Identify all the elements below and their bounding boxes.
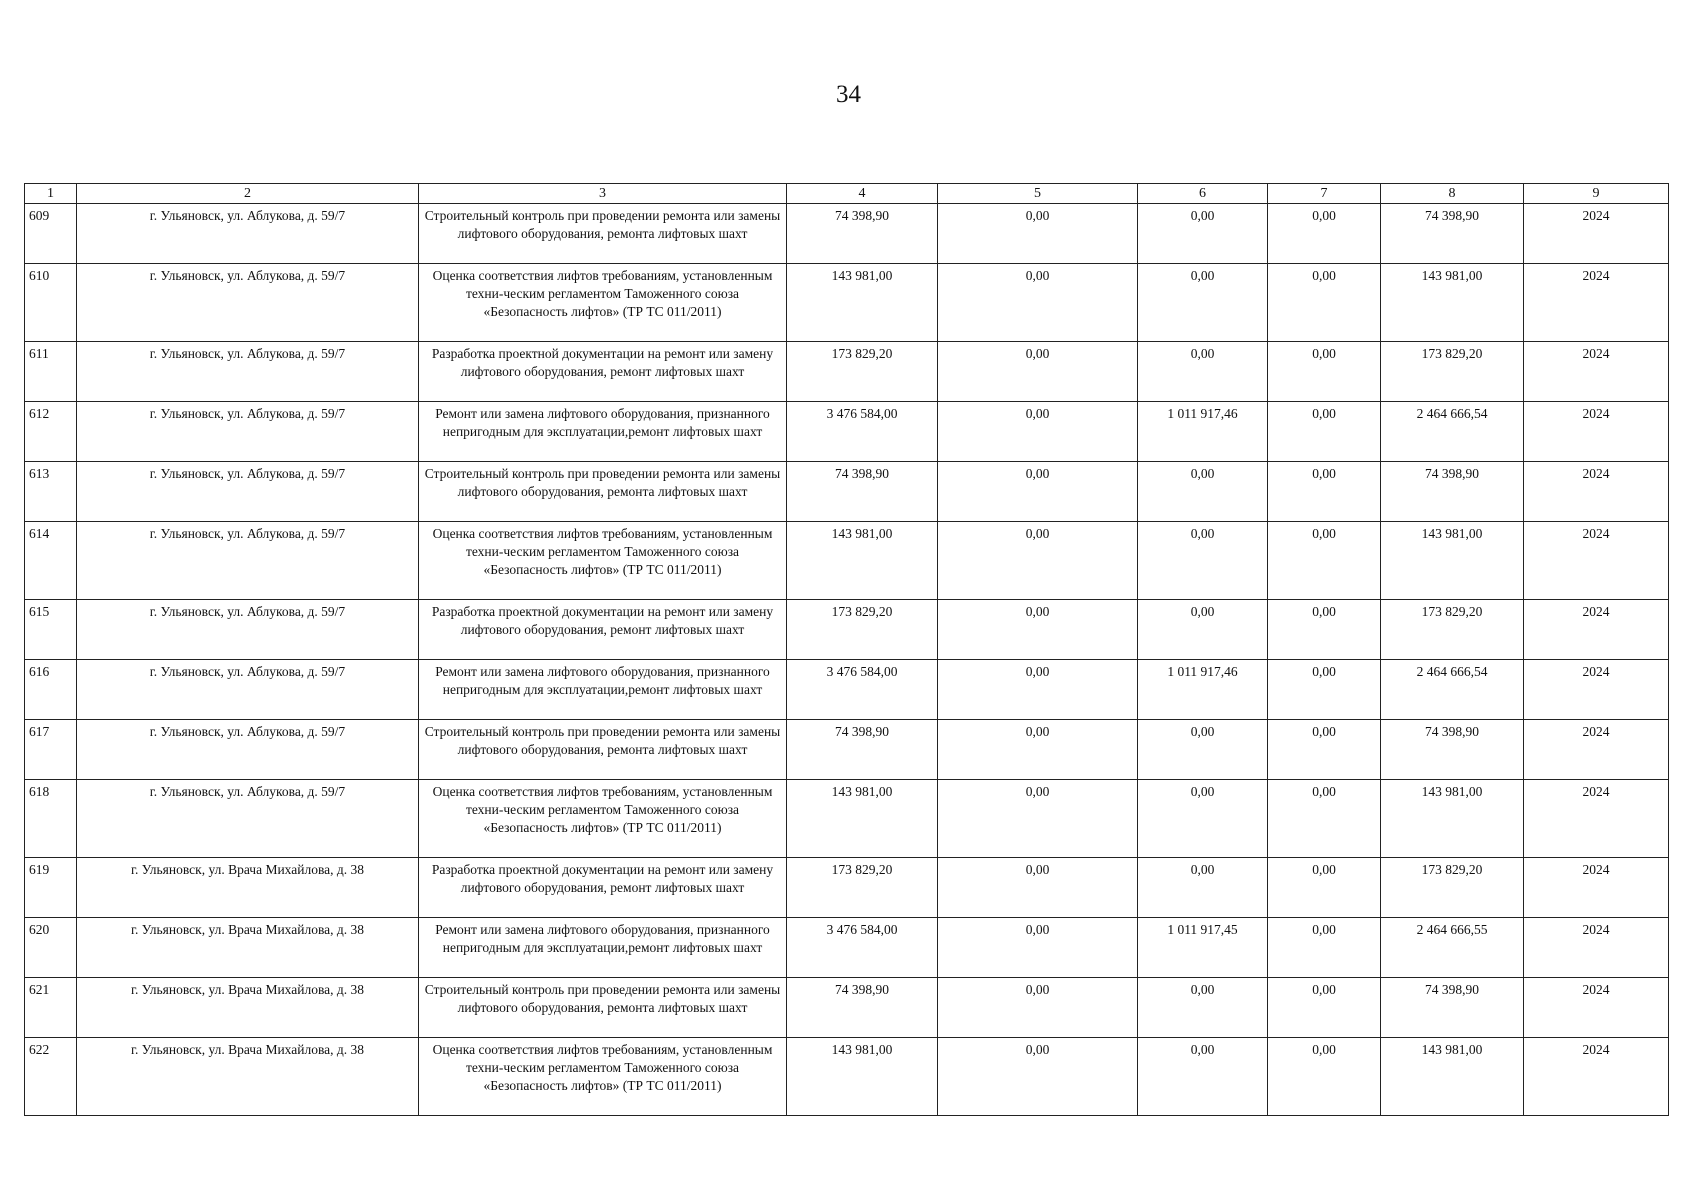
year-cell: 2024 (1524, 918, 1669, 978)
col6-cell: 0,00 (1138, 342, 1268, 402)
col5-cell: 0,00 (938, 264, 1138, 342)
col5-cell: 0,00 (938, 918, 1138, 978)
col7-cell: 0,00 (1268, 918, 1381, 978)
col8-cell: 173 829,20 (1381, 342, 1524, 402)
total-cost-cell: 74 398,90 (787, 462, 938, 522)
address-cell: г. Ульяновск, ул. Аблукова, д. 59/7 (77, 402, 419, 462)
table-row (25, 600, 1669, 660)
col5-cell: 0,00 (938, 462, 1138, 522)
year-cell: 2024 (1524, 660, 1669, 720)
page-number: 34 (836, 81, 861, 108)
year-cell: 2024 (1524, 402, 1669, 462)
work-description-cell: Оценка соответствия лифтов требованиям, установленным техни-ческим регламентом Таможенного союза «Безопасность лифтов» (ТР ТС 011/2011) (419, 264, 787, 342)
table-row (25, 204, 1669, 264)
work-description-cell: Строительный контроль при проведении ремонта или замены лифтового оборудования, ремонта лифтовых шахт (419, 720, 787, 780)
col5-cell: 0,00 (938, 720, 1138, 780)
row-number: 609 (25, 204, 77, 264)
col5-cell: 0,00 (938, 402, 1138, 462)
year-cell: 2024 (1524, 462, 1669, 522)
work-description-cell: Разработка проектной документации на ремонт или замену лифтового оборудования, ремонт лифтовых шахт (419, 858, 787, 918)
work-description-cell: Оценка соответствия лифтов требованиям, установленным техни-ческим регламентом Таможенного союза «Безопасность лифтов» (ТР ТС 011/2011) (419, 780, 787, 858)
col7-cell: 0,00 (1268, 522, 1381, 600)
work-description-cell: Строительный контроль при проведении ремонта или замены лифтового оборудования, ремонта лифтовых шахт (419, 978, 787, 1038)
col6-cell: 0,00 (1138, 264, 1268, 342)
col6-cell: 0,00 (1138, 858, 1268, 918)
year-cell: 2024 (1524, 204, 1669, 264)
total-cost-cell: 74 398,90 (787, 204, 938, 264)
col6-cell: 0,00 (1138, 978, 1268, 1038)
address-cell: г. Ульяновск, ул. Аблукова, д. 59/7 (77, 600, 419, 660)
address-cell: г. Ульяновск, ул. Аблукова, д. 59/7 (77, 660, 419, 720)
col8-cell: 143 981,00 (1381, 522, 1524, 600)
col7-cell: 0,00 (1268, 660, 1381, 720)
year-cell: 2024 (1524, 600, 1669, 660)
work-description-cell: Строительный контроль при проведении ремонта или замены лифтового оборудования, ремонта лифтовых шахт (419, 204, 787, 264)
address-cell: г. Ульяновск, ул. Аблукова, д. 59/7 (77, 264, 419, 342)
col8-cell: 143 981,00 (1381, 780, 1524, 858)
column-header: 9 (1524, 184, 1669, 204)
work-description-cell: Ремонт или замена лифтового оборудования, признанного непригодным для эксплуатации,ремонт лифтовых шахт (419, 918, 787, 978)
year-cell: 2024 (1524, 720, 1669, 780)
table-row (25, 918, 1669, 978)
row-number: 610 (25, 264, 77, 342)
col7-cell: 0,00 (1268, 462, 1381, 522)
year-cell: 2024 (1524, 858, 1669, 918)
col7-cell: 0,00 (1268, 1038, 1381, 1116)
col7-cell: 0,00 (1268, 780, 1381, 858)
col6-cell: 1 011 917,46 (1138, 402, 1268, 462)
year-cell: 2024 (1524, 522, 1669, 600)
address-cell: г. Ульяновск, ул. Врача Михайлова, д. 38 (77, 858, 419, 918)
row-number: 619 (25, 858, 77, 918)
col8-cell: 74 398,90 (1381, 204, 1524, 264)
work-description-cell: Ремонт или замена лифтового оборудования, признанного непригодным для эксплуатации,ремонт лифтовых шахт (419, 660, 787, 720)
col8-cell: 74 398,90 (1381, 462, 1524, 522)
col6-cell: 0,00 (1138, 522, 1268, 600)
table-row (25, 978, 1669, 1038)
total-cost-cell: 173 829,20 (787, 858, 938, 918)
col8-cell: 173 829,20 (1381, 600, 1524, 660)
row-number: 611 (25, 342, 77, 402)
total-cost-cell: 3 476 584,00 (787, 402, 938, 462)
col5-cell: 0,00 (938, 660, 1138, 720)
col6-cell: 0,00 (1138, 1038, 1268, 1116)
total-cost-cell: 143 981,00 (787, 1038, 938, 1116)
year-cell: 2024 (1524, 1038, 1669, 1116)
total-cost-cell: 3 476 584,00 (787, 660, 938, 720)
row-number: 616 (25, 660, 77, 720)
row-number: 621 (25, 978, 77, 1038)
year-cell: 2024 (1524, 978, 1669, 1038)
total-cost-cell: 173 829,20 (787, 600, 938, 660)
col8-cell: 74 398,90 (1381, 978, 1524, 1038)
col6-cell: 0,00 (1138, 720, 1268, 780)
col7-cell: 0,00 (1268, 264, 1381, 342)
address-cell: г. Ульяновск, ул. Аблукова, д. 59/7 (77, 462, 419, 522)
col5-cell: 0,00 (938, 978, 1138, 1038)
col5-cell: 0,00 (938, 1038, 1138, 1116)
col7-cell: 0,00 (1268, 342, 1381, 402)
col5-cell: 0,00 (938, 342, 1138, 402)
work-description-cell: Оценка соответствия лифтов требованиям, установленным техни-ческим регламентом Таможенного союза «Безопасность лифтов» (ТР ТС 011/2011) (419, 1038, 787, 1116)
col6-cell: 1 011 917,45 (1138, 918, 1268, 978)
total-cost-cell: 143 981,00 (787, 522, 938, 600)
table-row (25, 462, 1669, 522)
address-cell: г. Ульяновск, ул. Врача Михайлова, д. 38 (77, 918, 419, 978)
work-description-cell: Разработка проектной документации на ремонт или замену лифтового оборудования, ремонт лифтовых шахт (419, 342, 787, 402)
col5-cell: 0,00 (938, 600, 1138, 660)
col8-cell: 74 398,90 (1381, 720, 1524, 780)
year-cell: 2024 (1524, 264, 1669, 342)
col7-cell: 0,00 (1268, 204, 1381, 264)
total-cost-cell: 3 476 584,00 (787, 918, 938, 978)
col8-cell: 2 464 666,54 (1381, 402, 1524, 462)
col7-cell: 0,00 (1268, 402, 1381, 462)
address-cell: г. Ульяновск, ул. Аблукова, д. 59/7 (77, 780, 419, 858)
total-cost-cell: 173 829,20 (787, 342, 938, 402)
column-header: 8 (1381, 184, 1524, 204)
row-number: 612 (25, 402, 77, 462)
row-number: 618 (25, 780, 77, 858)
col6-cell: 0,00 (1138, 780, 1268, 858)
col6-cell: 0,00 (1138, 204, 1268, 264)
table-row (25, 342, 1669, 402)
address-cell: г. Ульяновск, ул. Аблукова, д. 59/7 (77, 204, 419, 264)
total-cost-cell: 143 981,00 (787, 780, 938, 858)
address-cell: г. Ульяновск, ул. Аблукова, д. 59/7 (77, 522, 419, 600)
total-cost-cell: 74 398,90 (787, 978, 938, 1038)
address-cell: г. Ульяновск, ул. Врача Михайлова, д. 38 (77, 978, 419, 1038)
col5-cell: 0,00 (938, 204, 1138, 264)
table-row (25, 402, 1669, 462)
row-number: 614 (25, 522, 77, 600)
table-header-row (25, 184, 1669, 204)
column-header: 3 (419, 184, 787, 204)
row-number: 613 (25, 462, 77, 522)
table-row (25, 660, 1669, 720)
address-cell: г. Ульяновск, ул. Врача Михайлова, д. 38 (77, 1038, 419, 1116)
col7-cell: 0,00 (1268, 858, 1381, 918)
col8-cell: 143 981,00 (1381, 1038, 1524, 1116)
column-header: 7 (1268, 184, 1381, 204)
year-cell: 2024 (1524, 342, 1669, 402)
table-row (25, 720, 1669, 780)
row-number: 615 (25, 600, 77, 660)
total-cost-cell: 74 398,90 (787, 720, 938, 780)
col8-cell: 173 829,20 (1381, 858, 1524, 918)
table-row (25, 780, 1669, 858)
row-number: 622 (25, 1038, 77, 1116)
work-description-cell: Оценка соответствия лифтов требованиям, установленным техни-ческим регламентом Таможенного союза «Безопасность лифтов» (ТР ТС 011/2011) (419, 522, 787, 600)
col5-cell: 0,00 (938, 858, 1138, 918)
col7-cell: 0,00 (1268, 600, 1381, 660)
address-cell: г. Ульяновск, ул. Аблукова, д. 59/7 (77, 720, 419, 780)
col5-cell: 0,00 (938, 780, 1138, 858)
work-description-cell: Разработка проектной документации на ремонт или замену лифтового оборудования, ремонт лифтовых шахт (419, 600, 787, 660)
col8-cell: 2 464 666,54 (1381, 660, 1524, 720)
col8-cell: 143 981,00 (1381, 264, 1524, 342)
col6-cell: 1 011 917,46 (1138, 660, 1268, 720)
work-description-cell: Ремонт или замена лифтового оборудования, признанного непригодным для эксплуатации,ремонт лифтовых шахт (419, 402, 787, 462)
column-header: 4 (787, 184, 938, 204)
table-row (25, 264, 1669, 342)
column-header: 2 (77, 184, 419, 204)
works-table (24, 183, 1669, 1116)
column-header: 6 (1138, 184, 1268, 204)
year-cell: 2024 (1524, 780, 1669, 858)
address-cell: г. Ульяновск, ул. Аблукова, д. 59/7 (77, 342, 419, 402)
col7-cell: 0,00 (1268, 720, 1381, 780)
work-description-cell: Строительный контроль при проведении ремонта или замены лифтового оборудования, ремонта лифтовых шахт (419, 462, 787, 522)
col6-cell: 0,00 (1138, 600, 1268, 660)
row-number: 620 (25, 918, 77, 978)
total-cost-cell: 143 981,00 (787, 264, 938, 342)
col6-cell: 0,00 (1138, 462, 1268, 522)
table-row (25, 1038, 1669, 1116)
table-row (25, 858, 1669, 918)
row-number: 617 (25, 720, 77, 780)
col8-cell: 2 464 666,55 (1381, 918, 1524, 978)
col7-cell: 0,00 (1268, 978, 1381, 1038)
col5-cell: 0,00 (938, 522, 1138, 600)
column-header: 1 (25, 184, 77, 204)
table-row (25, 522, 1669, 600)
column-header: 5 (938, 184, 1138, 204)
